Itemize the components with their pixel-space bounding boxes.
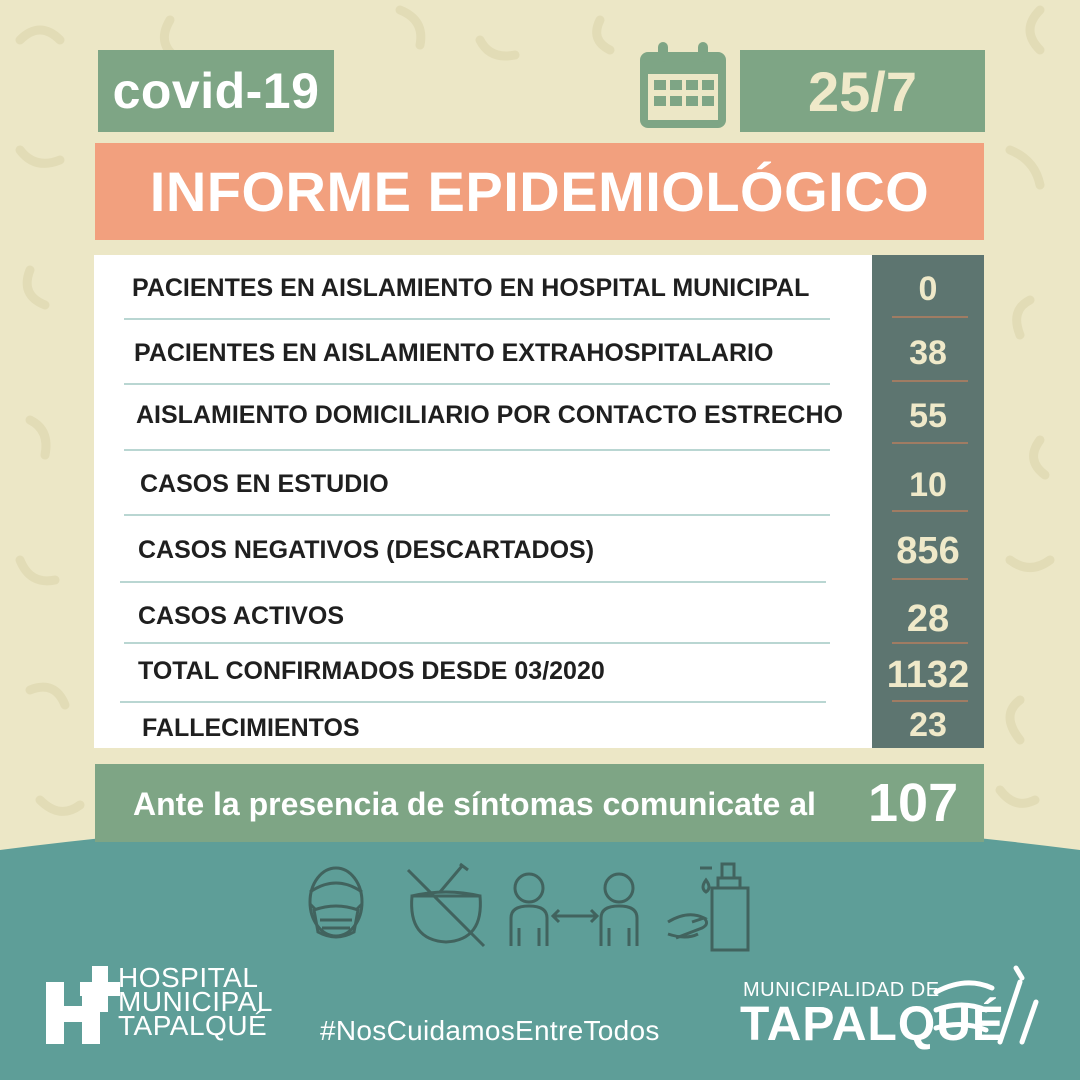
value-divider (892, 380, 968, 382)
row-value-active: 28 (906, 598, 950, 640)
row-label-active: CASOS ACTIVOS (138, 602, 345, 630)
row-value-total-confirmed: 1132 (886, 654, 970, 696)
cta-text: Ante la presencia de síntomas comunicate al (133, 786, 816, 822)
municipality-name: TAPALQUÉ (740, 998, 1005, 1051)
row-value-extrahospital: 38 (909, 334, 947, 372)
value-divider (892, 316, 968, 318)
row-label-total-confirmed: TOTAL CONFIRMADOS DESDE 03/2020 (138, 657, 605, 685)
no-mate-sharing-icon (400, 862, 490, 948)
value-divider (892, 442, 968, 444)
row-divider (124, 642, 830, 644)
row-label-deaths: FALLECIMIENTOS (142, 714, 360, 742)
hospital-name (118, 962, 273, 1041)
value-divider (892, 510, 968, 512)
hand-sanitizer-icon (666, 862, 756, 952)
row-value-under-study: 10 (909, 466, 947, 504)
row-divider (124, 449, 830, 451)
hospital-name-line3: TAPALQUÉ (118, 1010, 268, 1041)
row-label-home-isolation: AISLAMIENTO DOMICILIARIO POR CONTACTO ESTRECHO (136, 401, 843, 429)
calendar-icon (636, 40, 730, 132)
value-divider (892, 642, 968, 644)
covid-tag: covid-19 (98, 50, 334, 132)
page-title: INFORME EPIDEMIOLÓGICO (149, 160, 930, 223)
hashtag: #NosCuidamosEntreTodos (320, 1015, 660, 1046)
report-date: 25/7 (740, 50, 985, 132)
row-divider (124, 318, 830, 320)
row-divider (120, 581, 826, 583)
value-divider (892, 578, 968, 580)
row-value-hospital-isolation: 0 (918, 270, 938, 308)
social-distance-icon (505, 866, 645, 948)
title-banner (95, 143, 984, 240)
call-to-action (95, 764, 984, 842)
row-label-hospital-isolation: PACIENTES EN AISLAMIENTO EN HOSPITAL MUNICIPAL (132, 274, 810, 302)
cta-phone-number: 107 (868, 773, 959, 833)
hospital-name-line1: HOSPITAL (118, 962, 259, 993)
row-label-negative: CASOS NEGATIVOS (DESCARTADOS) (138, 536, 595, 564)
municipality-label: MUNICIPALIDAD DE (743, 979, 940, 1001)
row-label-under-study: CASOS EN ESTUDIO (140, 470, 389, 498)
row-value-negative: 856 (896, 530, 960, 572)
row-label-extrahospital: PACIENTES EN AISLAMIENTO EXTRAHOSPITALARIO (134, 339, 774, 367)
row-divider (120, 701, 826, 703)
hospital-name-line2: MUNICIPAL (118, 986, 273, 1017)
face-mask-icon (300, 862, 372, 948)
row-divider (124, 383, 830, 385)
municipality-emblem (930, 962, 1040, 1047)
value-divider (892, 700, 968, 702)
row-divider (124, 514, 830, 516)
row-value-home-isolation: 55 (909, 397, 947, 435)
row-value-deaths: 23 (909, 706, 947, 744)
